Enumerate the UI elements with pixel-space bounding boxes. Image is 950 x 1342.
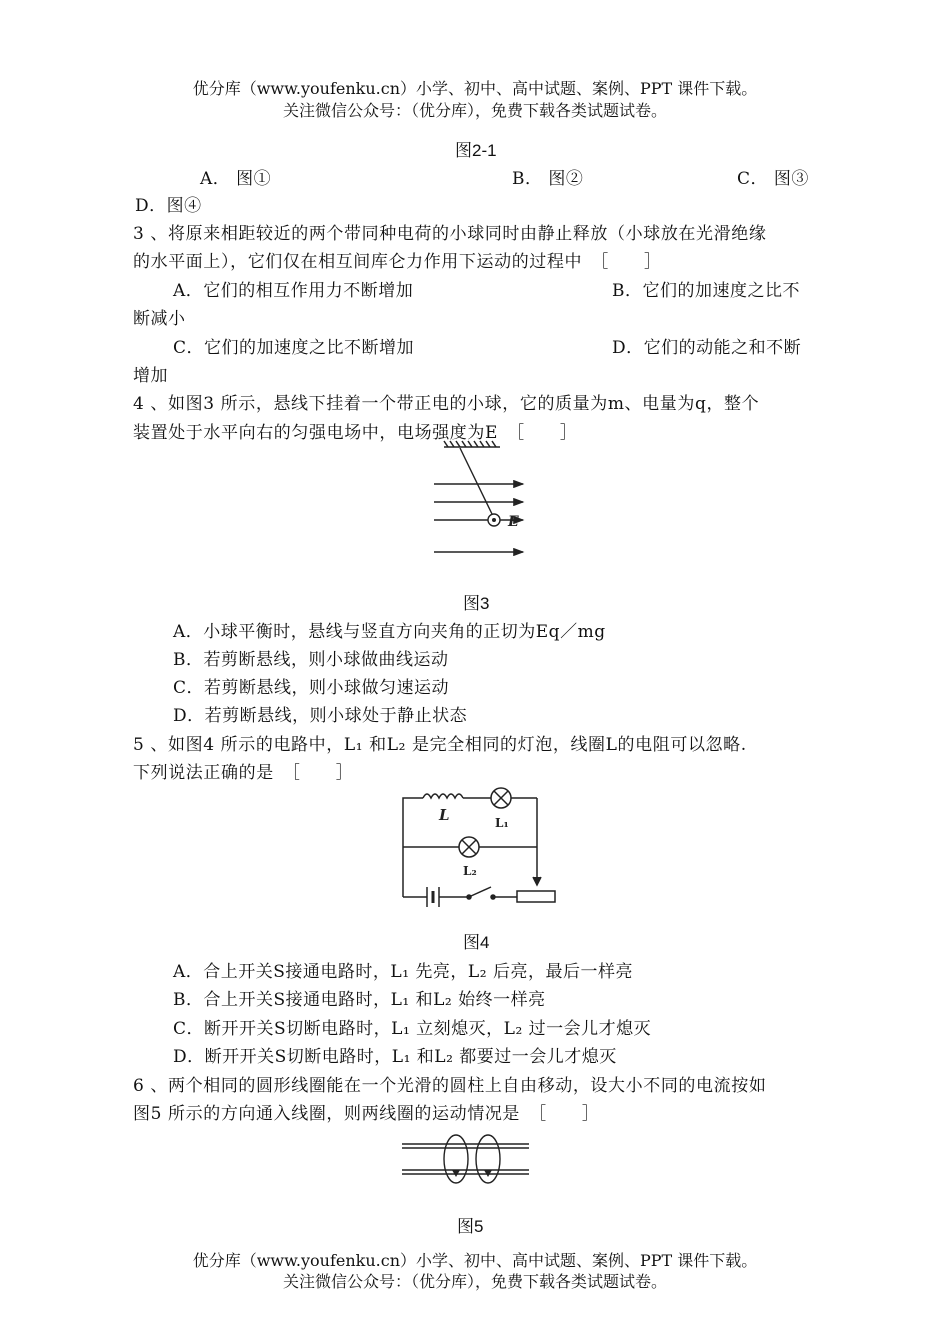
footer-line-1: 优分库（www.youfenku.cn）小学、初中、高中试题、案例、PPT 课件下载。 [192, 1251, 758, 1270]
q5-stem-line-2: 下列说法正确的是 ［ ］ [133, 763, 354, 783]
figure-5-coils-on-cylinder [398, 1130, 533, 1190]
figure-4-circuit-diagram [395, 785, 565, 910]
q3-stem-line-2: 的水平面上），它们仅在相互间库仑力作用下运动的过程中 ［ ］ [133, 252, 662, 272]
q3-option-d: D．它们的动能之和不断 [612, 338, 802, 358]
q3-option-b-continued: 断减小 [133, 309, 186, 329]
q5-option-d: D．断开开关S切断电路时，L₁ 和L₂ 都要过一会儿才熄灭 [173, 1047, 617, 1067]
q4-stem-line-1: 4 、如图3 所示，悬线下挂着一个带正电的小球，它的质量为m、电量为q，整个 [133, 394, 760, 414]
rheostat [517, 891, 555, 902]
ceiling-hatch [444, 441, 500, 447]
figure-3-pendulum-diagram [420, 440, 540, 565]
q3-option-c: C．它们的加速度之比不断增加 [173, 338, 415, 358]
figure-3-caption: 图3 [463, 594, 490, 613]
figure-4-caption: 图4 [463, 933, 490, 952]
q5-option-b: B．合上开关S接通电路时，L₁ 和L₂ 始终一样亮 [173, 990, 546, 1010]
q3-option-a: A．它们的相互作用力不断增加 [173, 281, 414, 301]
field-label-e: E [508, 514, 519, 530]
q2-option-b: B． 图② [512, 169, 584, 189]
label-inductor-l: L [439, 806, 450, 824]
q4-option-d: D．若剪断悬线，则小球处于静止状态 [173, 706, 468, 726]
header-line-1: 优分库（www.youfenku.cn）小学、初中、高中试题、案例、PPT 课件下载。 [192, 79, 758, 98]
q5-option-a: A．合上开关S接通电路时，L₁ 先亮，L₂ 后亮，最后一样亮 [173, 962, 633, 982]
inductor-coil [423, 794, 463, 798]
figure-2-1-caption: 图2-1 [455, 141, 497, 160]
q4-option-c: C．若剪断悬线，则小球做匀速运动 [173, 678, 450, 698]
q5-option-c: C．断开开关S切断电路时，L₁ 立刻熄灭，L₂ 过一会儿才熄灭 [173, 1019, 652, 1039]
footer-line-2: 关注微信公众号：（优分库），免费下载各类试题试卷。 [282, 1272, 667, 1291]
q2-option-a: A． 图① [200, 169, 272, 189]
q4-option-a: A．小球平衡时，悬线与竖直方向夹角的正切为Eq／mg [173, 622, 606, 642]
q2-option-d: D．图④ [135, 196, 202, 216]
q2-option-c: C． 图③ [737, 169, 809, 189]
switch-s [471, 887, 491, 896]
label-l2: L₂ [463, 864, 477, 878]
q3-option-d-continued: 增加 [133, 366, 168, 386]
header-line-2: 关注微信公众号：（优分库），免费下载各类试题试卷。 [282, 101, 667, 120]
q5-stem-line-1: 5 、如图4 所示的电路中，L₁ 和L₂ 是完全相同的灯泡，线圈L的电阻可以忽略. [133, 735, 747, 755]
q3-option-b: B．它们的加速度之比不 [612, 281, 800, 301]
string [460, 448, 492, 514]
q6-stem-line-1: 6 、两个相同的圆形线圈能在一个光滑的圆柱上自由移动，设大小不同的电流按如 [133, 1076, 767, 1096]
q4-stem-line-2: 装置处于水平向右的匀强电场中，电场强度为E ［ ］ [133, 423, 578, 443]
q6-stem-line-2: 图5 所示的方向通入线圈，则两线圈的运动情况是 ［ ］ [133, 1104, 600, 1124]
figure-5-caption: 图5 [457, 1217, 484, 1236]
q3-stem-line-1: 3 、将原来相距较近的两个带同种电荷的小球同时由静止释放（小球放在光滑绝缘 [133, 224, 767, 244]
label-l1: L₁ [495, 816, 509, 830]
q4-option-b: B．若剪断悬线，则小球做曲线运动 [173, 650, 449, 670]
